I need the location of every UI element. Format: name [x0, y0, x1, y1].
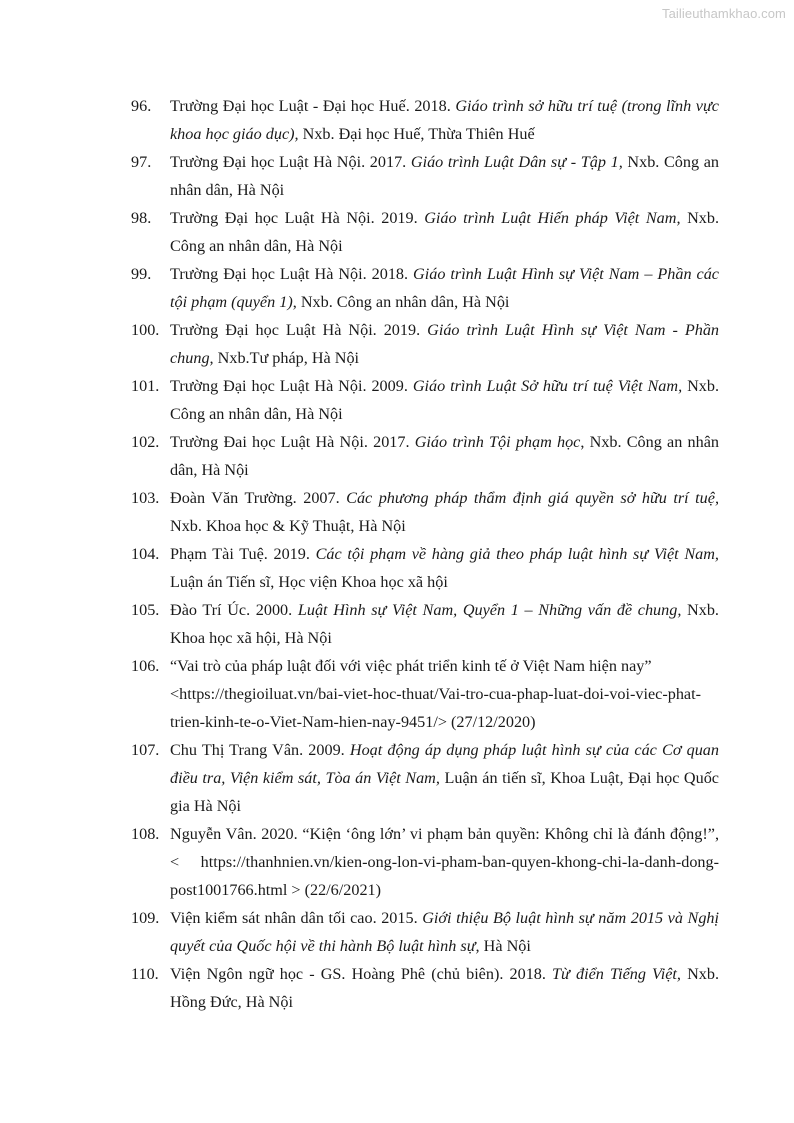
reference-title: Giáo trình Luật Hiến pháp Việt Nam, — [424, 209, 681, 227]
reference-number: 105. — [131, 601, 160, 619]
reference-number: 103. — [131, 489, 160, 507]
reference-title: Từ điển Tiếng Việt, — [552, 965, 681, 983]
reference-number: 104. — [131, 545, 160, 563]
reference-publisher: Nxb. Công an nhân dân, Hà Nội — [170, 377, 719, 423]
reference-number: 106. — [131, 657, 160, 675]
reference-author-year: Trường Đại học Luật Hà Nội. 2019. — [170, 209, 425, 227]
reference-publisher: Nxb. Công an nhân dân, Hà Nội — [170, 209, 719, 255]
reference-item — [131, 204, 719, 260]
reference-author-year: Đoàn Văn Trường. 2007. — [170, 489, 347, 507]
reference-publisher: Nxb. Khoa học xã hội, Hà Nội — [170, 601, 719, 647]
reference-number: 109. — [131, 909, 160, 927]
reference-title: Các tội phạm về hàng giả theo pháp luật hình sự Việt Nam, — [315, 545, 719, 563]
reference-item — [131, 428, 719, 484]
reference-item — [131, 148, 719, 204]
reference-number: 108. — [131, 825, 160, 843]
reference-title: Hoạt động áp dụng pháp luật hình sự của các Cơ quan điều tra, Viện kiểm sát, Tòa án Việt Nam, — [170, 741, 719, 787]
reference-author-year: Trường Đại học Luật - Đại học Huế. 2018. — [170, 97, 456, 115]
reference-publisher: Nxb. Công an nhân dân, Hà Nội — [170, 153, 720, 199]
reference-author-year: Trường Đại học Luật Hà Nội. 2019. — [170, 321, 428, 339]
reference-title: Giáo trình sở hữu trí tuệ (trong lĩnh vực khoa học giáo dục), — [170, 97, 719, 143]
reference-item — [131, 316, 719, 372]
reference-author-year: Trường Đại học Luật Hà Nội. 2017. — [170, 153, 411, 171]
reference-number: 101. — [131, 377, 160, 395]
reference-publisher: , Nxb. Công an nhân dân, Hà Nội — [170, 433, 720, 479]
reference-item — [131, 260, 719, 316]
reference-author-year: Trường Đại học Luật Hà Nội. 2009. — [170, 377, 413, 395]
reference-number: 110. — [131, 965, 159, 983]
reference-item — [131, 596, 719, 652]
reference-author-year: Trường Đai học Luật Hà Nội. 2017. — [170, 433, 415, 451]
reference-number: 98. — [131, 209, 152, 227]
reference-number: 97. — [131, 153, 152, 171]
reference-number: 96. — [131, 97, 152, 115]
reference-item — [131, 372, 719, 428]
reference-publisher: Luận án Tiến sĩ, Học viện Khoa học xã hội — [170, 573, 448, 591]
reference-item — [131, 540, 719, 596]
reference-title: Giáo trình Luật Hình sự Việt Nam - Phần chung, — [170, 321, 720, 367]
reference-publisher: , Nxb. Công an nhân dân, Hà Nội — [292, 293, 510, 311]
reference-publisher: Nxb. Đại học Huế, Thừa Thiên Huế — [298, 125, 535, 143]
reference-item — [131, 652, 719, 736]
reference-author-year: Chu Thị Trang Vân. 2009. — [170, 741, 350, 759]
reference-item — [131, 92, 719, 148]
reference-publisher: Hà Nội — [479, 937, 531, 955]
reference-author-year: Đào Trí Úc. 2000. — [170, 601, 298, 619]
reference-publisher: Nxb. Hồng Đức, Hà Nội — [170, 965, 720, 1011]
reference-title: Giáo trình Luật Hình sự Việt Nam – Phần các tội phạm (quyển 1) — [170, 265, 719, 311]
reference-title: Giáo trình Luật Dân sự - Tập 1, — [410, 153, 623, 171]
reference-title: Giáo trình Luật Sở hữu trí tuệ Việt Nam, — [412, 377, 683, 395]
watermark-text: Tailieuthamkhao.com — [661, 6, 786, 21]
reference-item — [131, 820, 719, 904]
reference-list — [131, 92, 719, 1016]
reference-title: Giới thiệu Bộ luật hình sự năm 2015 và Nghị quyết của Quốc hội về thi hành Bộ luật hình sự, — [170, 909, 720, 955]
reference-publisher: Luận án tiến sĩ, Khoa Luật, Đại học Quốc gia Hà Nội — [170, 769, 719, 815]
reference-publisher: Nxb. Khoa học & Kỹ Thuật, Hà Nội — [170, 517, 406, 535]
reference-item — [131, 960, 719, 1016]
reference-number: 100. — [131, 321, 160, 339]
reference-item — [131, 736, 719, 820]
reference-author-year: Viện Ngôn ngữ học - GS. Hoàng Phê (chủ biên). 2018. — [170, 965, 553, 983]
reference-title: Giáo trình Tội phạm học — [414, 433, 581, 451]
reference-author-year: Phạm Tài Tuệ. 2019. — [170, 545, 316, 563]
reference-number: 102. — [131, 433, 160, 451]
reference-number: 99. — [131, 265, 152, 283]
reference-number: 107. — [131, 741, 160, 759]
reference-title: Luật Hình sự Việt Nam, Quyển 1 – Những vấn đề chung, — [297, 601, 682, 619]
reference-author-year: Viện kiểm sát nhân dân tối cao. 2015. — [170, 909, 423, 927]
reference-text-with-link: Nguyễn Vân. 2020. “Kiện ‘ông lớn’ vi phạm bản quyền: Không chỉ là đánh động!”, < https://thanhnien.vn/kien-ong-lon-vi-pham-ban-quyen-khong-chi-la-danh-dong-post1001766.html > (22/6/2021) — [170, 825, 719, 899]
reference-title: Các phương pháp thẩm định giá quyền sở hữu trí tuệ, — [346, 489, 719, 507]
reference-text-with-link: “Vai trò của pháp luật đối với việc phát triển kinh tế ở Việt Nam hiện nay” <https://thegioiluat.vn/bai-viet-hoc-thuat/Vai-tro-cua-phap-luat-doi-voi-viec-phat-trien-kinh-te-o-Viet-Nam-hien-nay-9451/> (27/12/2020) — [170, 657, 702, 731]
reference-item — [131, 484, 719, 540]
reference-publisher: Nxb.Tư pháp, Hà Nội — [213, 349, 360, 367]
reference-item — [131, 904, 719, 960]
reference-author-year: Trường Đại học Luật Hà Nội. 2018. — [170, 265, 414, 283]
